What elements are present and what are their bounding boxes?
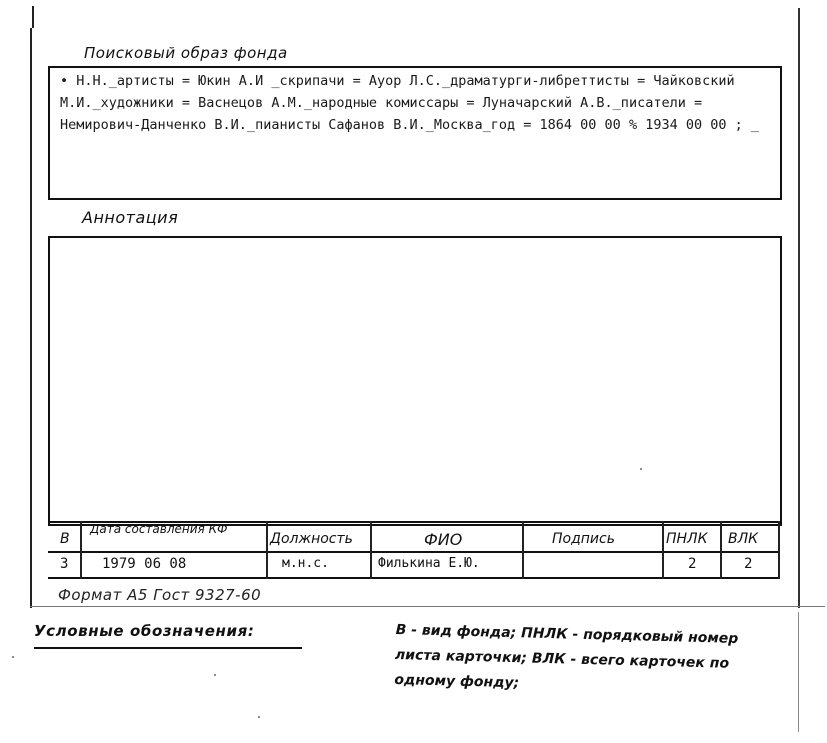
search-label: Поисковый образ фонда [84,44,288,62]
value-fio: Филькина Е.Ю. [378,556,480,571]
value-date: 1979 06 08 [102,556,187,572]
scan-speck [12,656,14,658]
annotation-box [48,236,782,526]
header-date: Дата составления КФ [90,522,228,536]
value-position: м.н.с. [282,556,329,571]
table-col-divider [778,521,780,579]
legend-title-underline [34,647,302,649]
legend-body: В - вид фонда; ПНЛК - порядковый номер листа карточки; ВЛК - всего карточек по одному фонду; [394,621,739,692]
table-col-divider [370,521,372,579]
scan-speck [258,716,260,718]
card-details-table [48,521,780,579]
legend-title: Условные обозначения: [34,622,255,640]
header-signature: Подпись [552,531,615,547]
table-middle-rule [48,551,780,553]
annotation-label: Аннотация [82,208,179,227]
value-pnlk: 2 [688,556,697,572]
card-top-rule [32,6,34,28]
header-fio: ФИО [424,530,463,549]
card-right-rule [798,8,800,608]
value-v: 3 [60,556,69,572]
table-bottom-rule [48,577,780,579]
header-vlk: ВЛК [728,531,759,547]
table-col-divider [80,521,82,579]
card-bottom-rule [30,606,825,607]
scan-speck [214,674,216,676]
header-pnlk: ПНЛК [666,531,708,547]
search-text: • Н.Н._артисты = Юкин А.И _скрипачи = Ауор Л.С._драматурги-либреттисты = Чайковский М.И._художники = Васнецов А.М._народные комиссары = Луначарский А.В._писатели = Немирович-Данченко В.И._пианисты Сафанов В.И._Москва_год = 1864 00 00 % 1934 00 00 ; _ [60,73,759,133]
table-col-divider [522,521,524,579]
header-v: В [60,531,70,547]
header-position: Должность [270,531,353,547]
table-col-divider [720,521,722,579]
table-col-divider [266,521,268,579]
table-col-divider [662,521,664,579]
scan-speck [640,468,642,470]
card-left-rule [30,28,32,608]
legend-right-rule [798,612,799,732]
format-note: Формат А5 Гост 9327-60 [58,586,262,604]
value-vlk: 2 [744,556,753,572]
